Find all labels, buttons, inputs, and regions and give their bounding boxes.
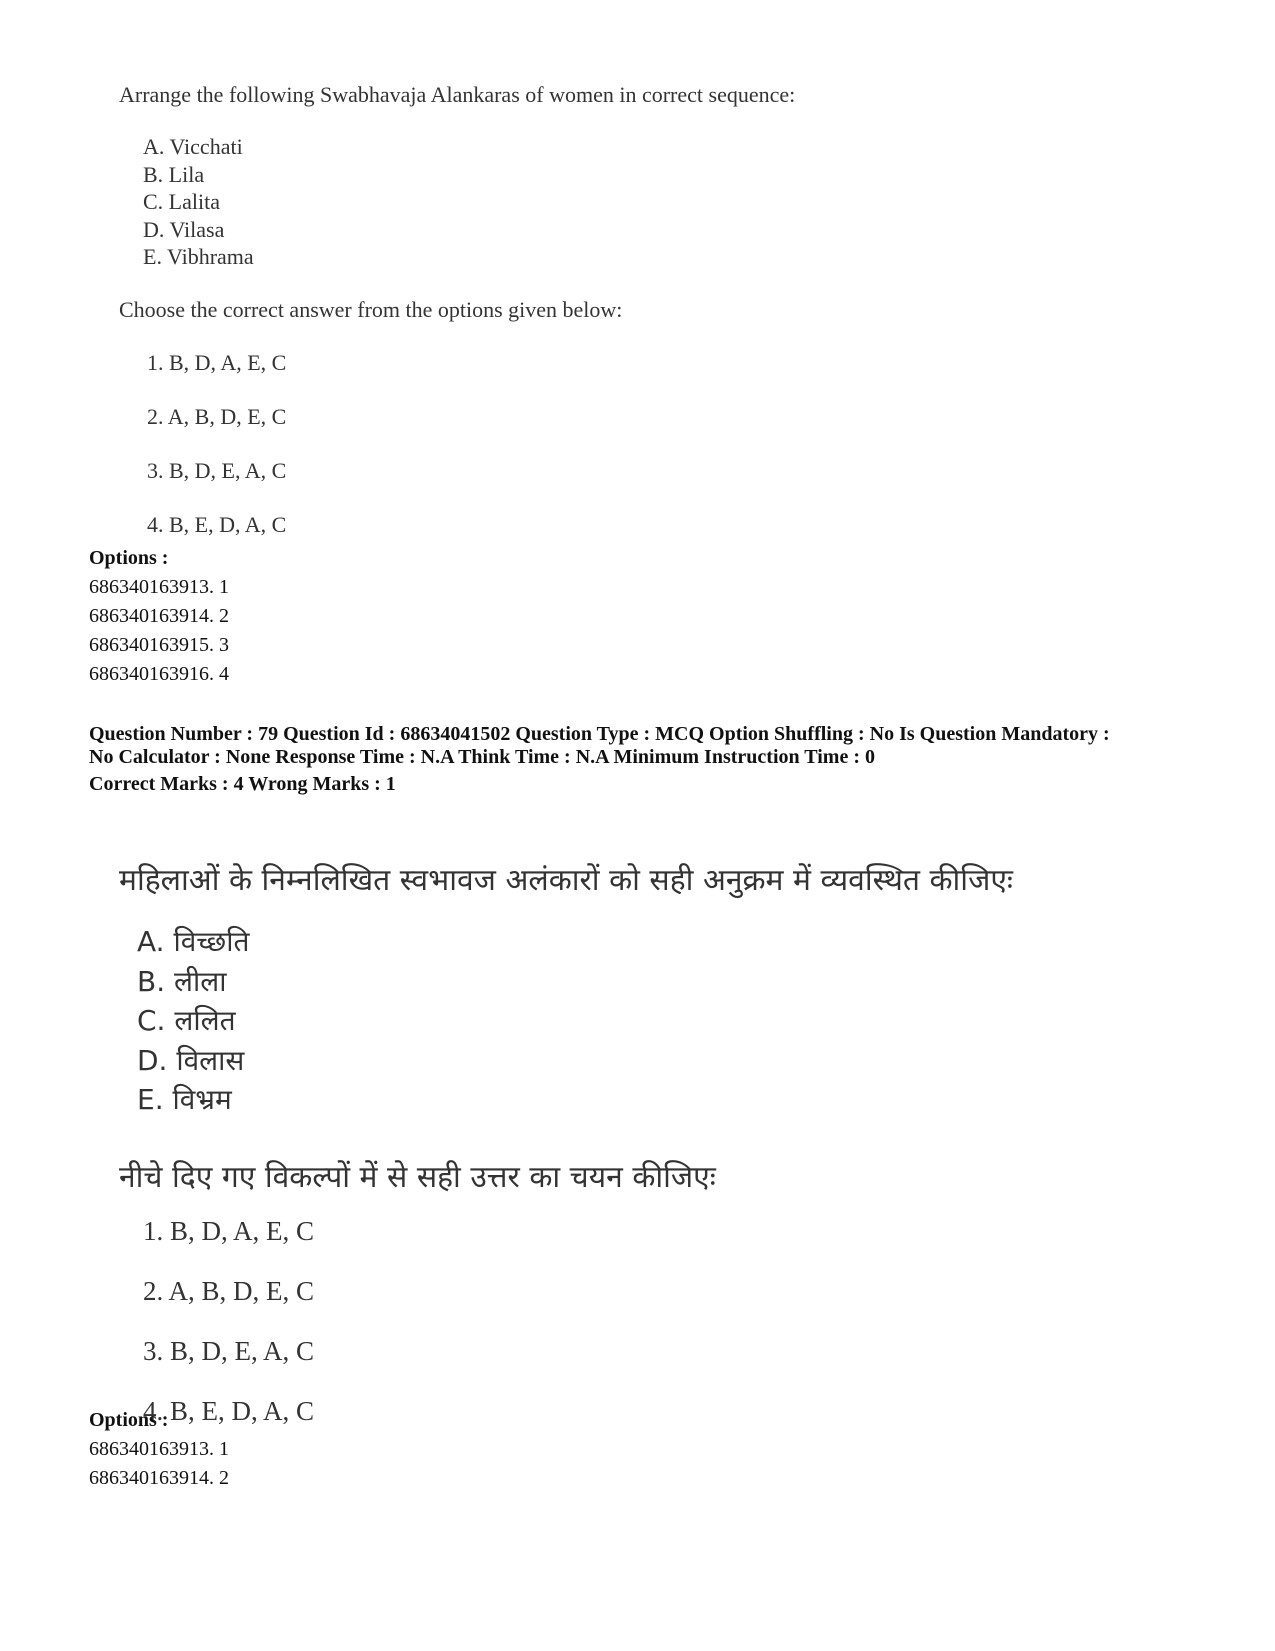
- answer-choice: 4. B, E, D, A, C: [143, 1396, 315, 1426]
- sequence-item: A. Vicchati: [143, 134, 243, 159]
- sequence-item: C. Lalita: [143, 189, 220, 214]
- options-list: [89, 1435, 229, 1493]
- choose-instruction-english: Choose the correct answer from the options given below:: [119, 297, 623, 322]
- options-heading: Options :: [89, 547, 169, 569]
- sequence-items-hindi: [137, 922, 249, 1120]
- sequence-item: C. ललित: [137, 1004, 236, 1037]
- answer-choice: 2. A, B, D, E, C: [147, 404, 287, 429]
- option-item: 686340163913. 1: [89, 1438, 229, 1460]
- answer-choice: 3. B, D, E, A, C: [143, 1336, 315, 1366]
- question-meta-line1: Question Number : 79 Question Id : 68634041502 Question Type : MCQ Option Shuffling : No Is Question Mandatory :: [89, 723, 1110, 745]
- sequence-items-english: [143, 133, 254, 271]
- answer-choice: 2. A, B, D, E, C: [143, 1276, 315, 1306]
- question-prompt-english: Arrange the following Swabhavaja Alankaras of women in correct sequence:: [119, 82, 796, 107]
- options-heading: Options :: [89, 1409, 169, 1431]
- options-list: [89, 573, 229, 689]
- question-meta-line2: No Calculator : None Response Time : N.A Think Time : N.A Minimum Instruction Time : 0: [89, 746, 875, 768]
- sequence-item: E. Vibhrama: [143, 244, 254, 269]
- option-item: 686340163913. 1: [89, 576, 229, 598]
- question-marks: Correct Marks : 4 Wrong Marks : 1: [89, 773, 396, 795]
- option-item: 686340163915. 3: [89, 634, 229, 656]
- sequence-item: E. विभ्रम: [137, 1083, 232, 1116]
- answer-choices-english: [147, 350, 286, 566]
- sequence-item: B. Lila: [143, 161, 205, 187]
- answer-choice: 3. B, D, E, A, C: [147, 458, 287, 483]
- sequence-item: B. लीला: [137, 964, 227, 998]
- sequence-item: D. विलास: [137, 1043, 245, 1077]
- option-item: 686340163916. 4: [89, 663, 229, 685]
- answer-choices-hindi: [143, 1216, 314, 1456]
- sequence-item: D. Vilasa: [143, 216, 225, 242]
- sequence-item: A. विच्छति: [137, 925, 250, 958]
- answer-choice: 1. B, D, A, E, C: [143, 1216, 315, 1246]
- option-item: 686340163914. 2: [89, 1467, 229, 1489]
- option-item: 686340163914. 2: [89, 605, 229, 627]
- answer-choice: 4. B, E, D, A, C: [147, 512, 287, 537]
- answer-choice: 1. B, D, A, E, C: [147, 350, 287, 375]
- question-prompt-hindi: महिलाओं के निम्नलिखित स्वभावज अलंकारों को सही अनुक्रम में व्यवस्थित कीजिएः: [119, 863, 1013, 898]
- choose-instruction-hindi: नीचे दिए गए विकल्पों में से सही उत्तर का चयन कीजिएः: [119, 1160, 716, 1195]
